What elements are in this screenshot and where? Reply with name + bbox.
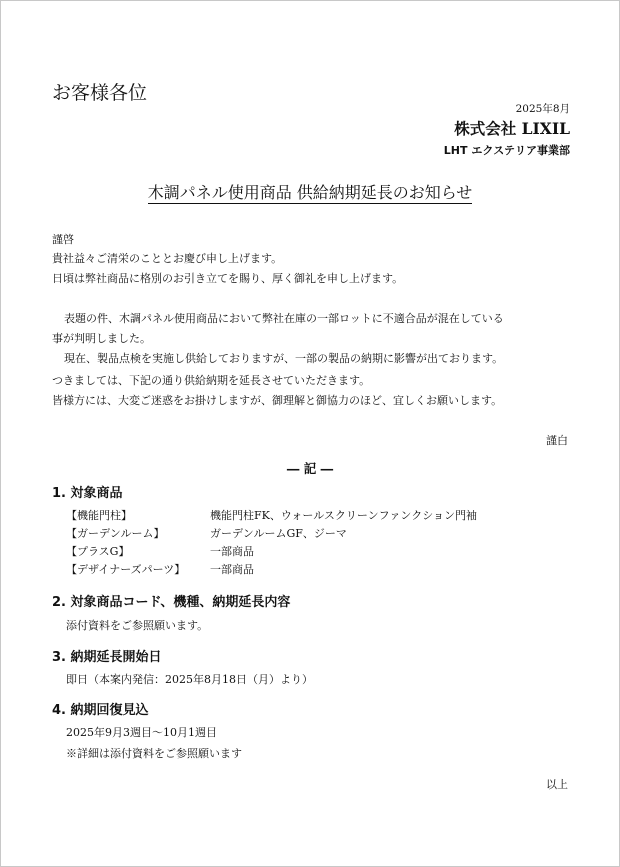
product-name: 【機能門柱】	[66, 509, 132, 522]
closing-remark: 謹白	[546, 434, 568, 447]
product-desc: 一部商品	[210, 545, 254, 558]
section-3-text: 即日（本案内発信：2025年8月18日（月）より）	[66, 673, 313, 686]
section-3-heading: 3. 納期延長開始日	[52, 650, 162, 665]
product-desc: 機能門柱FK、ウォールスクリーンファンクション門袖	[210, 509, 477, 522]
department-name: LHT エクステリア事業部	[443, 144, 570, 157]
section-4-text-2: ※詳細は添付資料をご参照願います	[66, 747, 242, 760]
product-name: 【デザイナーズパーツ】	[66, 563, 186, 576]
section-1-heading: 1. 対象商品	[52, 486, 123, 501]
section-2-text: 添付資料をご参照願います。	[66, 619, 209, 632]
section-4-text-1: 2025年9月3週目～10月1週目	[66, 726, 217, 739]
ki-separator: ― 記 ―	[286, 461, 334, 476]
body-p1-line-2: 事が判明しました。	[52, 332, 151, 345]
product-name: 【ガーデンルーム】	[66, 527, 165, 540]
end-mark: 以上	[546, 778, 568, 791]
body-p2-line-1: 現在、製品点検を実施し供給しておりますが、一部の製品の納期に影響が出ております。	[64, 352, 504, 365]
body-p2-line-2: つきましては、下記の通り供給納期を延長させていただきます。	[52, 374, 371, 387]
greeting-opening: 謹啓	[52, 233, 74, 246]
product-desc: ガーデンルームGF、ジーマ	[210, 527, 347, 540]
greeting-line-2: 日頃は弊社商品に格別のお引き立てを賜り、厚く御礼を申し上げます。	[52, 272, 404, 285]
company-name: 株式会社 LIXIL	[454, 119, 570, 138]
section-2-heading: 2. 対象商品コード、機種、納期延長内容	[52, 595, 291, 610]
product-desc: 一部商品	[210, 563, 254, 576]
body-p1-line-1: 表題の件、木調パネル使用商品において弊社在庫の一部ロットに不適合品が混在している	[64, 312, 504, 325]
body-p2-line-3: 皆様方には、大変ご迷惑をお掛けしますが、御理解と御協力のほど、宜しくお願いします。	[52, 394, 503, 407]
document-title-text: 木調パネル使用商品 供給納期延長のお知らせ	[147, 183, 473, 202]
product-name: 【プラスG】	[66, 545, 130, 558]
document-title	[0, 180, 620, 203]
section-4-heading: 4. 納期回復見込	[52, 703, 149, 718]
recipient: お客様各位	[52, 82, 148, 104]
issue-date: 2025年8月	[515, 103, 570, 115]
greeting-line-1: 貴社益々ご清栄のこととお慶び申し上げます。	[52, 252, 283, 265]
